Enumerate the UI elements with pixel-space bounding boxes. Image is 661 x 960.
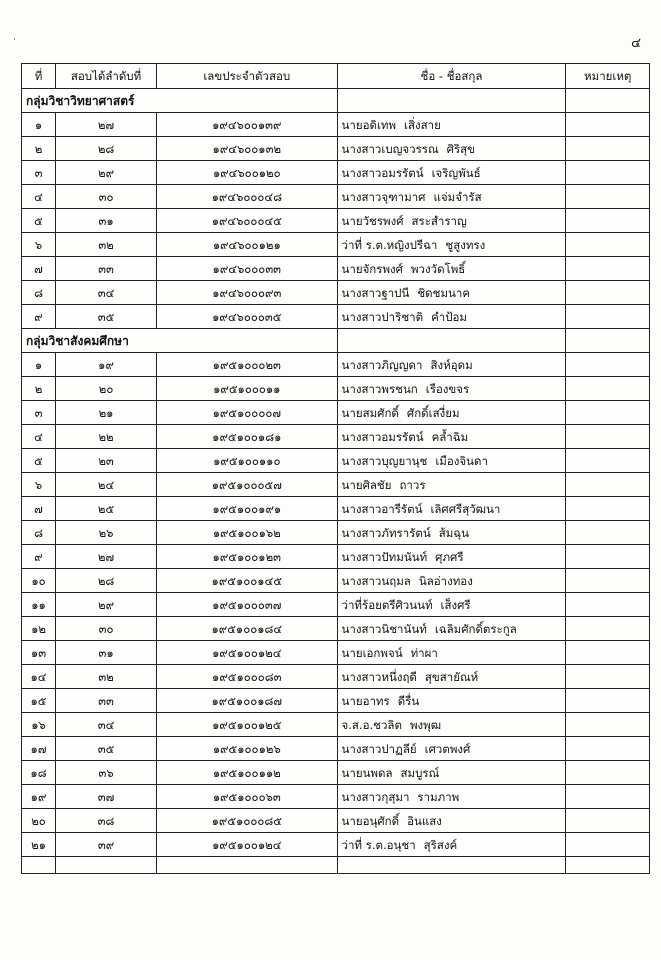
table-row [22, 665, 650, 689]
cell-remark [566, 233, 650, 257]
cell-no: ๑๓ [22, 641, 56, 665]
cell-name [337, 425, 566, 449]
last-name: เมืองจินดา [435, 453, 488, 468]
cell-remark [566, 689, 650, 713]
cell-name [337, 569, 566, 593]
header-rank: สอบได้ลำดับที่ [56, 64, 157, 89]
page-mark: ˙ [12, 38, 17, 49]
first-name: นายอนุศักดิ์ [341, 813, 400, 828]
cell-rank: ๓๑ [56, 641, 157, 665]
first-name: นายสมศักดิ์ [341, 405, 399, 420]
cell-rank: ๒๕ [56, 497, 157, 521]
cell-remark [566, 377, 650, 401]
last-name: ศักดิ์เสงี่ยม [406, 405, 460, 420]
cell-remark [566, 257, 650, 281]
cell-remark [566, 545, 650, 569]
group-title: กลุ่มวิชาวิทยาศาสตร์ [22, 89, 338, 113]
cell-rank: ๑๙ [56, 353, 157, 377]
cell-no: ๑ [22, 353, 56, 377]
cell-rank: ๒๗ [56, 545, 157, 569]
last-name: สระสำราญ [411, 213, 467, 228]
cell-no: ๔ [22, 185, 56, 209]
cell-exam-id: ๑๙๔๖๐๐๐๓๓ [157, 257, 337, 281]
first-name: นางสาวจุฑามาศ [341, 189, 426, 204]
table-row [22, 617, 650, 641]
last-name: เส็งศรี [440, 597, 471, 612]
cell-remark [566, 161, 650, 185]
cell-exam-id: ๑๙๔๖๐๐๐๓๕ [157, 305, 337, 329]
table-row [22, 785, 650, 809]
cell-rank: ๓๓ [56, 257, 157, 281]
cell-name [337, 497, 566, 521]
cell-exam-id: ๑๙๔๖๐๐๑๒๑ [157, 233, 337, 257]
table-row [22, 425, 650, 449]
cell-no: ๙ [22, 305, 56, 329]
table-row [22, 641, 650, 665]
cell-exam-id: ๑๙๕๑๐๐๐๕๗ [157, 473, 337, 497]
cell-exam-id: ๑๙๔๖๐๐๐๙๓ [157, 281, 337, 305]
cell-exam-id: ๑๙๕๑๐๐๑๘๔ [157, 617, 337, 641]
cell-name [337, 521, 566, 545]
cell-no: ๖ [22, 233, 56, 257]
first-name: นายวัชรพงศ์ [341, 213, 404, 228]
first-name: นางสาวภิญญดา [341, 357, 423, 372]
table-row [22, 257, 650, 281]
table-row [22, 497, 650, 521]
cell-remark [566, 281, 650, 305]
cell-exam-id: ๑๙๕๑๐๐๑๘๗ [157, 689, 337, 713]
cell-exam-id: ๑๙๕๑๐๐๑๒๔ [157, 833, 337, 857]
cell-exam-id: ๑๙๕๑๐๐๑๒๓ [157, 545, 337, 569]
cell-rank: ๒๗ [56, 113, 157, 137]
cell-no: ๓ [22, 161, 56, 185]
table-row [22, 473, 650, 497]
cell-remark [566, 305, 650, 329]
table-row [22, 113, 650, 137]
cell-no: ๑๕ [22, 689, 56, 713]
first-name: นางสาวปัทมนันท์ [341, 549, 428, 564]
cell-name [337, 185, 566, 209]
table-row [22, 545, 650, 569]
first-name: นางสาวปาฏลีย์ [341, 741, 417, 756]
cell-rank: ๓๒ [56, 233, 157, 257]
cell-rank: ๓๑ [56, 209, 157, 233]
cell-no: ๑๙ [22, 785, 56, 809]
last-name: สมบูรณ์ [400, 765, 440, 780]
group-title: กลุ่มวิชาสังคมศึกษา [22, 329, 338, 353]
empty-cell [566, 89, 650, 113]
table-row [22, 185, 650, 209]
table-row [22, 569, 650, 593]
last-name: เศวตพงศ์ [424, 741, 471, 756]
cell-rank: ๓๕ [56, 737, 157, 761]
cell-no: ๘ [22, 521, 56, 545]
cell-remark [566, 209, 650, 233]
cell-no: ๗ [22, 257, 56, 281]
table-row [22, 209, 650, 233]
table-row [22, 833, 650, 857]
first-name: นางสาวนิชานันท์ [341, 621, 427, 636]
cell-rank: ๓๔ [56, 281, 157, 305]
last-name: เฉลิมศักดิ์ตระกูล [434, 621, 517, 636]
cell-name [337, 713, 566, 737]
cell-rank: ๓๙ [56, 833, 157, 857]
cell-exam-id: ๑๙๕๑๐๐๑๑๐ [157, 449, 337, 473]
cell-remark [566, 185, 650, 209]
first-name: นางสาวอมรรัตน์ [341, 165, 424, 180]
header-exam-id: เลขประจำตัวสอบ [157, 64, 337, 89]
table-row [22, 161, 650, 185]
empty-cell [22, 857, 56, 874]
cell-name [337, 737, 566, 761]
cell-no: ๒ [22, 377, 56, 401]
cell-no: ๗ [22, 497, 56, 521]
cell-remark [566, 425, 650, 449]
first-name: นายนพดล [341, 765, 393, 780]
cell-rank: ๒๓ [56, 449, 157, 473]
first-name: นางสาวภัทรารัตน์ [341, 525, 431, 540]
cell-exam-id: ๑๙๕๑๐๐๑๒๖ [157, 737, 337, 761]
first-name: นางสาวฐาปนี [341, 285, 410, 300]
cell-name [337, 809, 566, 833]
cell-remark [566, 713, 650, 737]
cell-remark [566, 137, 650, 161]
cell-rank: ๓๘ [56, 809, 157, 833]
cell-no: ๑๒ [22, 617, 56, 641]
cell-no: ๒ [22, 137, 56, 161]
cell-exam-id: ๑๙๕๑๐๐๐๖๓ [157, 785, 337, 809]
cell-rank: ๓๗ [56, 785, 157, 809]
last-name: รามภาพ [417, 789, 460, 804]
cell-name [337, 161, 566, 185]
first-name: ว่าที่ ร.ต.อนุชา [341, 837, 416, 852]
results-table [21, 63, 650, 874]
cell-remark [566, 737, 650, 761]
cell-rank: ๓๓ [56, 689, 157, 713]
cell-remark [566, 449, 650, 473]
table-row [22, 401, 650, 425]
first-name: จ.ส.อ.ชวลิต [341, 717, 402, 732]
cell-rank: ๒๐ [56, 377, 157, 401]
cell-exam-id: ๑๙๕๑๐๐๐๒๓ [157, 353, 337, 377]
cell-exam-id: ๑๙๕๑๐๐๐๘๓ [157, 665, 337, 689]
cell-name [337, 473, 566, 497]
last-name: แจ่มจำรัส [433, 189, 482, 204]
cell-exam-id: ๑๙๕๑๐๐๑๘๑ [157, 425, 337, 449]
cell-rank: ๓๒ [56, 665, 157, 689]
cell-name [337, 353, 566, 377]
table-row [22, 233, 650, 257]
cell-exam-id: ๑๙๕๑๐๐๑๒๔ [157, 641, 337, 665]
cell-no: ๔ [22, 425, 56, 449]
cell-rank: ๒๖ [56, 521, 157, 545]
cell-exam-id: ๑๙๕๑๐๐๑๑๒ [157, 761, 337, 785]
cell-remark [566, 641, 650, 665]
table-row [22, 305, 650, 329]
cell-exam-id: ๑๙๔๖๐๐๐๔๘ [157, 185, 337, 209]
empty-cell [337, 857, 566, 874]
cell-remark [566, 569, 650, 593]
first-name: นายอาทร [341, 693, 390, 708]
first-name: นายอดิเทพ [341, 117, 397, 132]
cell-name [337, 377, 566, 401]
cell-no: ๑๗ [22, 737, 56, 761]
table-row [22, 137, 650, 161]
cell-exam-id: ๑๙๕๑๐๐๑๔๕ [157, 569, 337, 593]
last-name: สิงห์อุดม [430, 357, 473, 372]
last-name: ท่าผา [410, 645, 438, 660]
cell-no: ๑ [22, 113, 56, 137]
table-row [22, 713, 650, 737]
cell-no: ๑๖ [22, 713, 56, 737]
last-name: เจริญพันธ์ [431, 165, 481, 180]
cell-no: ๑๑ [22, 593, 56, 617]
cell-name [337, 281, 566, 305]
last-name: เลิศศรีสุวัฒนา [430, 501, 501, 516]
last-name: เสิ่งสาย [404, 117, 441, 132]
cell-rank: ๒๒ [56, 425, 157, 449]
cell-no: ๑๘ [22, 761, 56, 785]
first-name: นางสาวอารีรัตน์ [341, 501, 423, 516]
first-name: นายเอกพจน์ [341, 645, 403, 660]
first-name: นางสาวหนึ่งฤดี [341, 669, 417, 684]
cell-no: ๕ [22, 449, 56, 473]
group-heading-row [22, 89, 650, 113]
last-name: ถาวร [399, 477, 426, 492]
table-row [22, 761, 650, 785]
table-row [22, 281, 650, 305]
empty-cell [566, 329, 650, 353]
first-name: ว่าที่ร้อยตรีศิวนนท์ [341, 597, 433, 612]
cell-name [337, 401, 566, 425]
cell-remark [566, 521, 650, 545]
first-name: นางสาวพรชนก [341, 381, 418, 396]
empty-cell [337, 329, 566, 353]
cell-remark [566, 473, 650, 497]
cell-remark [566, 665, 650, 689]
last-name: ดีรื่น [397, 693, 420, 708]
last-name: คำป้อม [431, 309, 467, 324]
cell-no: ๒๑ [22, 833, 56, 857]
last-name: เรืองขจร [425, 381, 470, 396]
cell-rank: ๒๔ [56, 473, 157, 497]
cell-exam-id: ๑๙๔๖๐๐๑๒๐ [157, 161, 337, 185]
table-row [22, 521, 650, 545]
cell-name [337, 137, 566, 161]
first-name: นางสาวเบญจวรรณ [341, 141, 439, 156]
cell-name [337, 665, 566, 689]
header-name: ชื่อ - ชื่อสกุล [337, 64, 566, 89]
cell-no: ๑๔ [22, 665, 56, 689]
cell-exam-id: ๑๙๕๑๐๐๐๑๑ [157, 377, 337, 401]
cell-rank: ๒๘ [56, 569, 157, 593]
empty-cell [56, 857, 157, 874]
table-row [22, 737, 650, 761]
cell-remark [566, 785, 650, 809]
first-name: นางสาวปาริชาติ [341, 309, 424, 324]
cell-exam-id: ๑๙๕๑๐๐๑๖๒ [157, 521, 337, 545]
cell-name [337, 233, 566, 257]
cell-no: ๑๐ [22, 569, 56, 593]
cell-rank: ๒๘ [56, 137, 157, 161]
empty-cell [566, 857, 650, 874]
cell-remark [566, 809, 650, 833]
first-name: นางสาวนฤมล [341, 573, 411, 588]
first-name: นายศิลชัย [341, 477, 392, 492]
last-name: ชิดชมนาค [417, 285, 471, 300]
first-name: ว่าที่ ร.ต.หญิงปรีฉา [341, 237, 438, 252]
cell-name [337, 449, 566, 473]
last-name: สุริสงค์ [423, 837, 458, 852]
table-row [22, 593, 650, 617]
cell-exam-id: ๑๙๕๑๐๐๐๓๗ [157, 593, 337, 617]
cell-name [337, 689, 566, 713]
last-name: พงพุฒ [409, 717, 442, 732]
cell-name [337, 833, 566, 857]
cell-rank: ๒๙ [56, 593, 157, 617]
cell-name [337, 257, 566, 281]
cell-no: ๘ [22, 281, 56, 305]
table-row [22, 353, 650, 377]
header-no: ที่ [22, 64, 56, 89]
blank-row [22, 857, 650, 874]
cell-rank: ๒๙ [56, 161, 157, 185]
cell-name [337, 641, 566, 665]
first-name: นางสาวกุสุมา [341, 789, 410, 804]
cell-remark [566, 761, 650, 785]
header-row [22, 64, 650, 89]
cell-remark [566, 617, 650, 641]
last-name: นิลอ่างทอง [418, 573, 473, 588]
last-name: ศิริสุข [446, 141, 475, 156]
table-row [22, 377, 650, 401]
cell-exam-id: ๑๙๔๖๐๐๑๓๙ [157, 113, 337, 137]
cell-exam-id: ๑๙๔๖๐๐๐๔๕ [157, 209, 337, 233]
last-name: คล้ำฉิม [431, 429, 469, 444]
cell-remark [566, 833, 650, 857]
cell-rank: ๓๖ [56, 761, 157, 785]
cell-name [337, 593, 566, 617]
last-name: ส้มฉุน [438, 525, 469, 540]
cell-exam-id: ๑๙๕๑๐๐๑๙๑ [157, 497, 337, 521]
last-name: อินแสง [407, 813, 442, 828]
cell-remark [566, 593, 650, 617]
cell-name [337, 617, 566, 641]
last-name: ศุภศรี [435, 549, 464, 564]
group-heading-row [22, 329, 650, 353]
cell-no: ๒๐ [22, 809, 56, 833]
last-name: ชูสูงทรง [445, 237, 486, 252]
table-row [22, 809, 650, 833]
cell-no: ๖ [22, 473, 56, 497]
last-name: พวงวัดโพธิ์ [410, 261, 466, 276]
cell-name [337, 761, 566, 785]
table-row [22, 449, 650, 473]
cell-no: ๙ [22, 545, 56, 569]
cell-name [337, 209, 566, 233]
cell-rank: ๓๔ [56, 713, 157, 737]
table-row [22, 689, 650, 713]
cell-remark [566, 497, 650, 521]
cell-no: ๓ [22, 401, 56, 425]
cell-rank: ๓๐ [56, 185, 157, 209]
cell-exam-id: ๑๙๔๖๐๐๑๓๒ [157, 137, 337, 161]
cell-rank: ๓๐ [56, 617, 157, 641]
cell-exam-id: ๑๙๕๑๐๐๐๘๕ [157, 809, 337, 833]
first-name: นายจักรพงศ์ [341, 261, 403, 276]
cell-name [337, 785, 566, 809]
cell-exam-id: ๑๙๕๑๐๐๐๐๗ [157, 401, 337, 425]
cell-rank: ๓๕ [56, 305, 157, 329]
cell-exam-id: ๑๙๕๑๐๐๑๒๕ [157, 713, 337, 737]
first-name: นางสาวอมรรัตน์ [341, 429, 424, 444]
page-number: ๔ [631, 36, 641, 51]
cell-remark [566, 401, 650, 425]
first-name: นางสาวบุญยานุช [341, 453, 428, 468]
cell-remark [566, 353, 650, 377]
empty-cell [157, 857, 337, 874]
cell-name [337, 545, 566, 569]
cell-no: ๕ [22, 209, 56, 233]
cell-name [337, 305, 566, 329]
header-remark: หมายเหตุ [566, 64, 650, 89]
cell-name [337, 113, 566, 137]
cell-remark [566, 113, 650, 137]
last-name: สุขสายัณห์ [424, 669, 479, 684]
cell-rank: ๒๑ [56, 401, 157, 425]
empty-cell [337, 89, 566, 113]
